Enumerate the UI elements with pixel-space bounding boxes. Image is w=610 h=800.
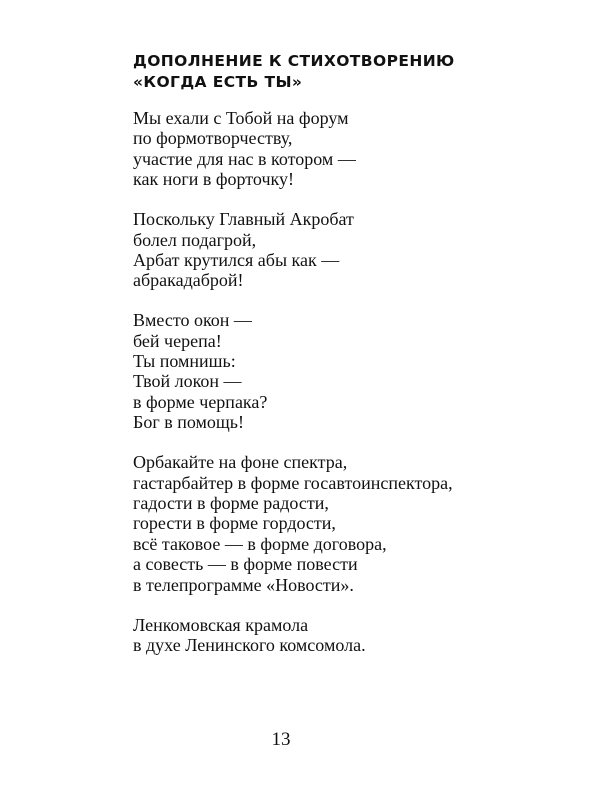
poem-line: горести в форме гордости, xyxy=(133,513,336,534)
poem-line: участие для нас в котором — xyxy=(133,148,356,169)
page-number: 13 xyxy=(271,729,291,750)
poem-line: Вместо окон — xyxy=(133,310,252,331)
poem-line: бей черепа! xyxy=(133,330,222,351)
poem-line: как ноги в форточку! xyxy=(133,169,294,190)
poem-line: Ты помнишь: xyxy=(133,351,236,372)
poem-body xyxy=(133,108,573,655)
poem-line: гадости в форме радости, xyxy=(133,493,329,513)
poem-title xyxy=(133,51,573,93)
poem-line: в духе Ленинского комсомола. xyxy=(133,634,366,655)
poem-title-line: ДОПОЛНЕНИЕ К СТИХОТВОРЕНИЮ xyxy=(133,52,455,70)
poem-line: по формотворчеству, xyxy=(133,128,293,149)
poem-line: абракадаброй! xyxy=(133,270,244,291)
poem-line: Орбакайте на фоне спектра, xyxy=(133,452,348,473)
poem-line: Бог в помощь! xyxy=(133,412,244,433)
stanza xyxy=(133,310,573,432)
poem-line: Твой локон — xyxy=(133,371,242,392)
stanza xyxy=(133,615,573,656)
stanza xyxy=(133,108,573,190)
poem-line: а совесть — в форме повести xyxy=(133,554,358,575)
stanza xyxy=(133,452,573,595)
poem-title-line: «КОГДА ЕСТЬ ТЫ» xyxy=(133,73,303,91)
poem-line: Арбат крутился абы как — xyxy=(133,249,340,270)
poem-line: болел подагрой, xyxy=(133,229,257,250)
stanza xyxy=(133,209,573,291)
poem-line: гастарбайтер в форме госавтоинспектора, xyxy=(133,472,453,493)
poem-line: Поскольку Главный Акробат xyxy=(133,209,354,230)
poem-line: Ленкомовская крамола xyxy=(133,614,309,635)
poem-line: всё таковое — в форме договора, xyxy=(133,533,387,554)
poem-line: в телепрограмме «Новости». xyxy=(133,574,354,595)
poem-line: в форме черпака? xyxy=(133,391,268,412)
poem-line: Мы ехали с Тобой на форум xyxy=(133,108,349,128)
